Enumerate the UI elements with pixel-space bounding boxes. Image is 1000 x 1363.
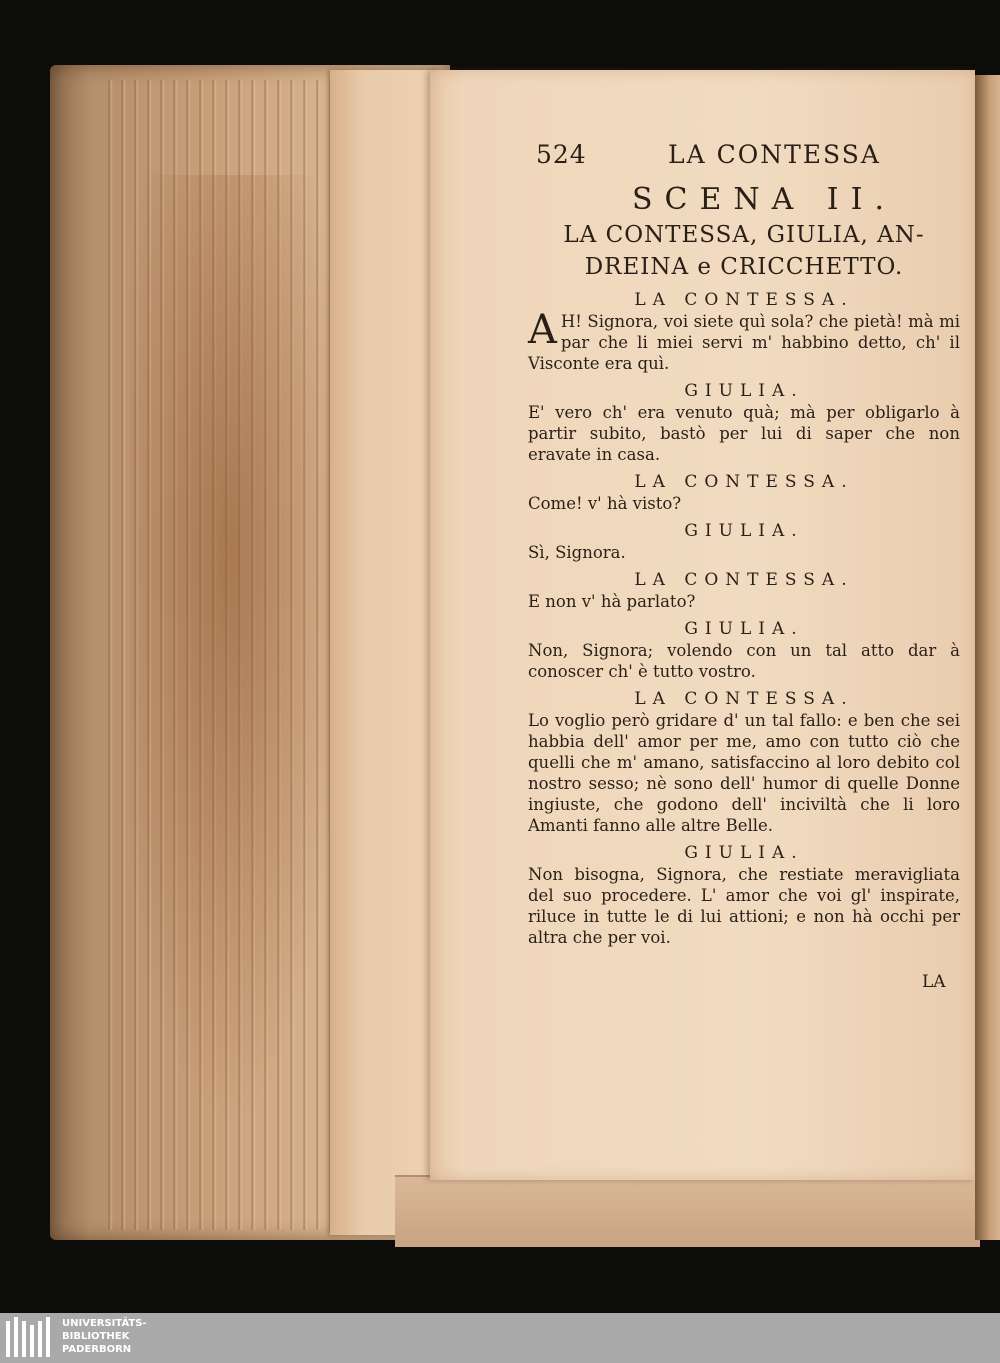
scene-title: SCENA II.: [631, 182, 897, 217]
logo-line: UNIVERSITÄTS-: [62, 1318, 147, 1329]
speech-text: Sì, Signora.: [528, 543, 626, 562]
page-number: 524: [536, 140, 587, 169]
page-text: [528, 140, 960, 948]
flyleaf: [330, 70, 440, 1235]
cast-line: LA CONTESSA, GIULIA, AN-: [563, 222, 925, 248]
speech-block: [528, 471, 960, 514]
drop-cap: A: [528, 307, 557, 353]
speaker-name: LA CONTESSA.: [634, 290, 854, 310]
speech-text: [528, 307, 960, 374]
speech-block: [528, 569, 960, 612]
speaker-name: GIULIA.: [684, 619, 804, 639]
catchword: LA: [922, 972, 946, 992]
facing-page-edge: [975, 75, 1000, 1240]
speech-text: E' vero ch' era venuto quà; mà per obligarlo à partir subito, bastò per lui di saper che non eravate in casa.: [528, 403, 960, 464]
footer-bar: [0, 1313, 1000, 1363]
water-stain: [130, 175, 350, 1125]
speech-text: E non v' hà parlato?: [528, 592, 696, 611]
library-logo-text: [62, 1317, 147, 1356]
speech-text: Non bisogna, Signora, che restiate meravigliata del suo procedere. L' amor che voi gl' inspirate, riluce in tutte le di lui attioni; e non hà occhi per altra che per voi.: [528, 865, 960, 947]
running-title: LA CONTESSA: [668, 140, 881, 169]
speech-text: Come! v' hà visto?: [528, 494, 682, 513]
speaker-name: GIULIA.: [684, 843, 804, 863]
library-logo-icon: [6, 1317, 56, 1361]
speech-block: [528, 380, 960, 465]
cast-line: DREINA e CRICCHETTO.: [584, 254, 904, 280]
speech-block: [528, 688, 960, 836]
speech-block: [528, 842, 960, 948]
speech-block: [528, 618, 960, 682]
speaker-name: LA CONTESSA.: [634, 472, 854, 492]
speaker-name: LA CONTESSA.: [634, 689, 854, 709]
page-bottom-edge: [395, 1175, 980, 1247]
speaker-name: GIULIA.: [684, 381, 804, 401]
speech-block: [528, 289, 960, 374]
running-head: [528, 140, 960, 180]
speech-text: Non, Signora; volendo con un tal atto dar à conoscer ch' è tutto vostro.: [528, 641, 960, 681]
speaker-name: GIULIA.: [684, 521, 804, 541]
logo-line: BIBLIOTHEK: [62, 1331, 130, 1342]
cast-list: [528, 219, 960, 283]
logo-line: PADERBORN: [62, 1344, 132, 1355]
speech-body: H! Signora, voi siete quì sola? che pietà! mà mi par che li miei servi m' habbino detto, ch' il Visconte era quì.: [528, 312, 960, 373]
speaker-name: LA CONTESSA.: [634, 570, 854, 590]
speech-block: [528, 520, 960, 563]
speech-text: Lo voglio però gridare d' un tal fallo: e ben che sei habbia dell' amor per me, amo con tutto ciò che quelli che m' amano, satisfaccino al loro debito col nostro sesso; nè sono dell' humor di quelle Donne ingiuste, che godono dell' inciviltà che li loro Amanti fanno alle altre Belle.: [528, 711, 960, 835]
